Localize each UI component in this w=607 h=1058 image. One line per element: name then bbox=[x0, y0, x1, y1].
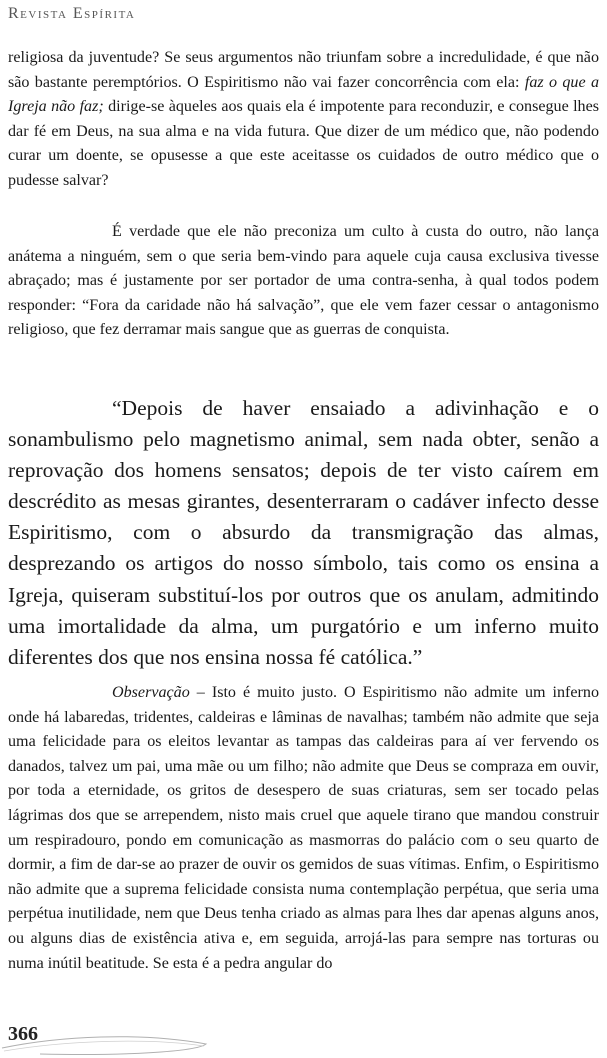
paragraph-observation bbox=[8, 681, 599, 976]
paragraph-1 bbox=[8, 46, 599, 194]
paragraph-1-emphasis: faz o que a Igreja não faz; bbox=[8, 73, 599, 116]
paragraph-1-text-end: dirige-se àqueles aos quais ela é impotente para reconduzir, e consegue lhes dar fé em Deus, na sua alma e na vida futura. Que dizer de um médico que, não podendo curar um doente, se opusesse a que este aceitasse os cuidados de outro médico que o pudesse salvar? bbox=[8, 98, 599, 189]
page-number: 366 bbox=[8, 1023, 38, 1045]
paragraph-2: É verdade que ele não preconiza um culto à custa do outro, não lança anátema a ninguém, sem o que seria bem-vindo para aquele cuja causa exclusiva tivesse abraçado; mas é justamente por ser portador de uma contra-senha, à qual todos podem responder: “Fora da caridade não há salvação”, que ele vem fazer cessar o antagonismo religioso, que fez derramar mais sangue que as guerras de conquista. bbox=[8, 223, 599, 339]
observation-text: – Isto é muito justo. O Espiritismo não admite um inferno onde há labaredas, tridentes, caldeiras e lâminas de navalhas; também não admite que seja uma felicidade para os eleitos levantar as tampas das caldeiras para aí ver fervendo os danados, talvez um pai, uma mãe ou um filho; não admite que Deus se compraza em ouvir, por toda a eternidade, os gritos de desespero de suas criaturas, sem ser tocado pelas lágrimas dos que se arrependem, nisto mais cruel que aquele tirano que mandou construir um respiradouro, pondo em comunicação as masmorras do palácio com o seu quarto de dormir, a fim de dar-se ao prazer de ouvir os gemidos de suas vítimas. Enfim, o Espiritismo não admite que a suprema felicidade consista numa contemplação perpétua, que seria uma perpétua inutilidade, nem que Deus tenha criado as almas para lhes dar apenas alguns anos, ou alguns dias de existência ativa e, em seguida, arrojá-las para sempre nas torturas ou numa inútil beatitude. Se esta é a pedra angular do bbox=[8, 684, 599, 972]
running-header: Revista Espírita bbox=[8, 5, 136, 22]
block-quote: “Depois de haver ensaiado a adivinhação e o sonambulismo pelo magnetismo animal, sem nada obter, senão a reprovação dos homens sensatos; depois de ter visto caírem em descrédito as mesas girantes, desenterraram o cadáver infecto desse Espiritismo, com o absurdo da transmigração das almas, desprezando os artigos do nosso símbolo, tais como os ensina a Igreja, quiseram substituí-los por outros que os anulam, admitindo uma imortalidade da alma, um purgatório e um inferno muito diferentes dos que nos ensina nossa fé católica.” bbox=[8, 396, 599, 669]
observation-label: Observação bbox=[112, 684, 190, 701]
paragraph-1-text-start: religiosa da juventude? Se seus argumentos não triunfam sobre a incredulidade, é que não são bastante peremptórios. O Espiritismo não vai fazer concorrência com ela: bbox=[8, 49, 599, 91]
